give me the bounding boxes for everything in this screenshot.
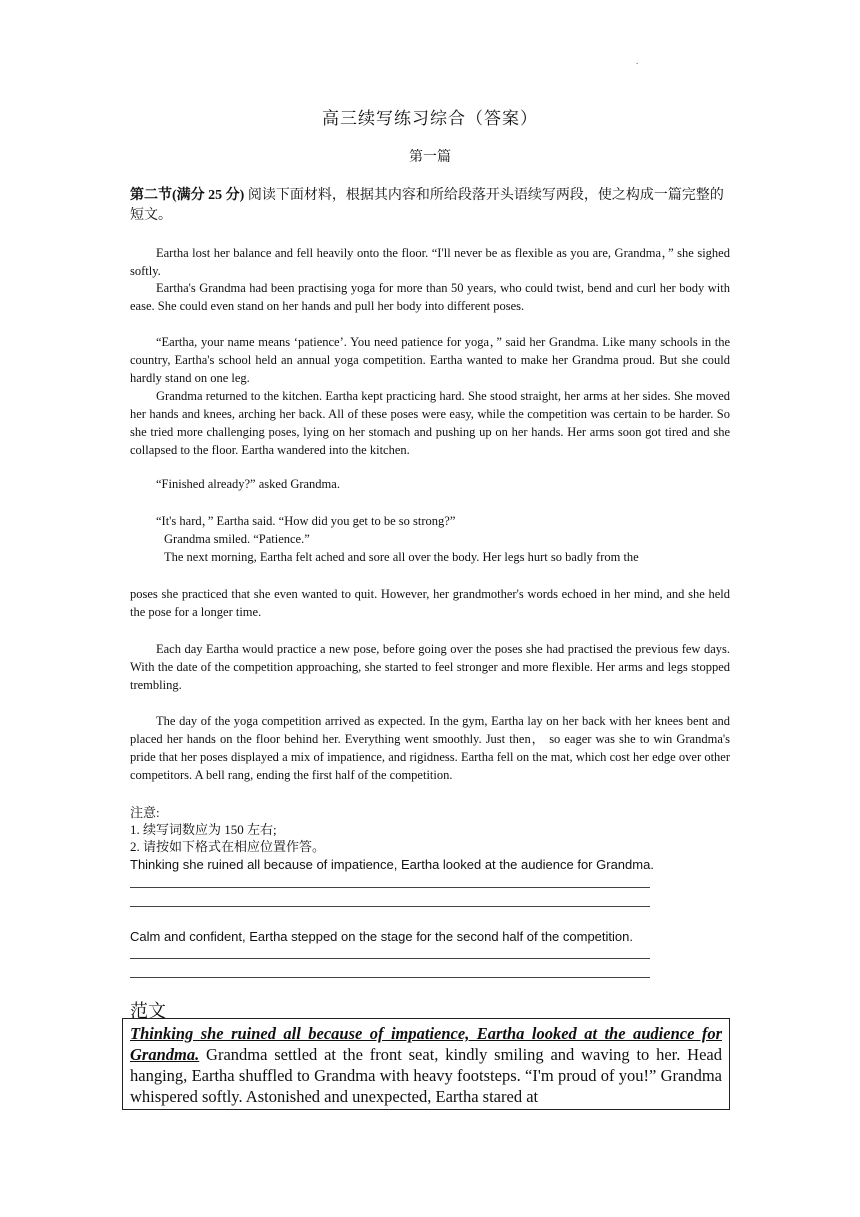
sample-body: Grandma settled at the front seat, kindly smiling and waving to her. Head hanging, Eartha shuffled to Grandma with heavy footsteps. “I'm proud of you!” Grandma whispered softly. Astonished and unexpected, Eartha stared at [130,1045,722,1106]
story-paragraph: “Finished already?” asked Grandma. [156,477,340,491]
story-paragraph: The day of the yoga competition arrived as expected. In the gym, Eartha lay on her back with her knees bent and placed her hands on the floor behind her. Everything went smoothly. Just then， so eager was she to win Grandma's pride that her poses displayed a mix of impatience, and rigidness. Eartha fell on the mat, which cost her edge over other competitors. A bell rang, ending the first half of the competition. [130,714,730,782]
story-paragraph: Grandma returned to the kitchen. Eartha kept practicing hard. She stood straight, her arms at her sides. She moved her hands and knees, arching her back. All of these poses were easy, while the competition was certain to be harder. So she tried more challenging poses, lying on her stomach and pushing up on her hands. Her arms soon got tired and she collapsed to the floor. Eartha wandered into the kitchen. [130,389,730,457]
story-paragraph: Each day Eartha would practice a new pose, before going over the poses she had practised the previous few days. With the date of the competition approaching, she started to feel stronger and more flexible. Her arms and legs stopped trembling. [130,642,730,692]
answer-line [130,906,650,907]
story-paragraph: Grandma smiled. “Patience.” [164,532,310,546]
notes-item: 2. 请按如下格式在相应位置作答。 [130,839,326,854]
sample-lead-sentence: Thinking she ruined all because of impatience, Eartha looked at the audience for Grandma. [130,1024,722,1064]
story-paragraph: “It's hard，” Eartha said. “How did you get to be so strong?” [156,514,456,528]
answer-line [130,958,650,959]
story-paragraph: Eartha's Grandma had been practising yoga for more than 50 years, who could twist, bend and curl her body with ease. She could even stand on her hands and pull her body into different poses. [130,281,730,313]
answer-line [130,977,650,978]
sample-essay-box [122,1018,730,1110]
task-instruction [130,186,730,226]
notes-item: 1. 续写词数应为 150 左右; [130,822,277,837]
story-paragraph: The next morning, Eartha felt ached and sore all over the body. Her legs hurt so badly from the [164,550,639,564]
instruction-text: 阅读下面材料，根据其内容和所给段落开头语续写两段，使之构成一篇完整的短文。 [130,188,724,223]
answer-line [130,887,650,888]
story-paragraph: Eartha lost her balance and fell heavily onto the floor. “I'll never be as flexible as you are, Grandma，” she sighed softly. [130,246,730,278]
notes-heading: 注意: [130,805,160,820]
continuation-prompt-1: Thinking she ruined all because of impatience, Eartha looked at the audience for Grandma. [130,857,654,872]
sample-heading: 范文 [130,1001,166,1021]
story-paragraph: poses she practiced that she even wanted to quit. However, her grandmother's words echoed in her mind, and she held the pose for a longer time. [130,587,730,619]
page-title: 高三续写练习综合（答案） [322,109,538,128]
instruction-score: 第二节(满分 25 分) [130,188,245,203]
section-subtitle: 第一篇 [409,150,451,165]
continuation-prompt-2: Calm and confident, Eartha stepped on the stage for the second half of the competition. [130,929,633,944]
story-paragraph: “Eartha, your name means ‘patience’. You need patience for yoga，” said her Grandma. Like many schools in the country, Eartha's school held an annual yoga competition. Eartha wanted to make her Grandma proud. But she could hardly stand on one leg. [130,335,730,385]
header-mark: . [636,56,639,66]
